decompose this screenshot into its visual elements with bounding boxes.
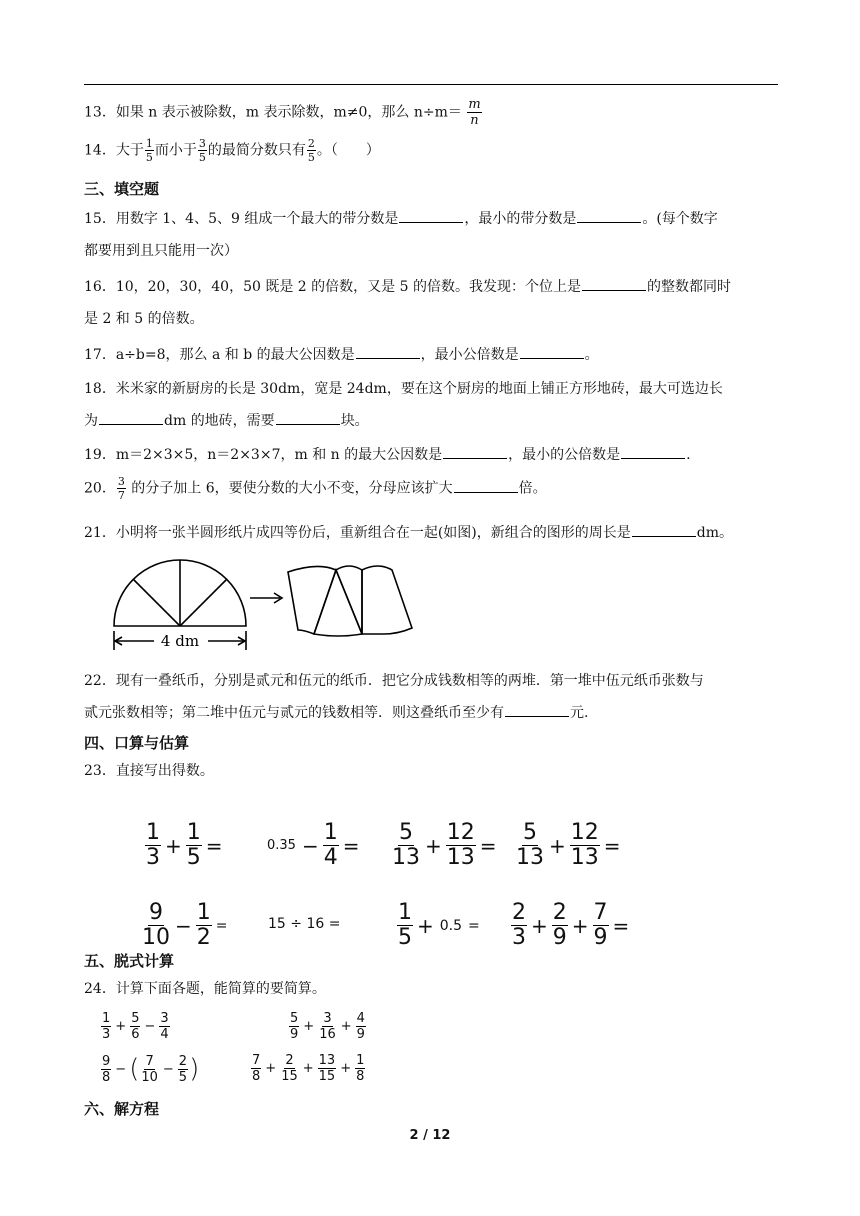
semicircle-figure <box>108 548 438 658</box>
answer-blank[interactable] <box>276 410 340 425</box>
question-18-line2: 为 dm 的地砖，需要 块。 <box>84 410 369 430</box>
calc-item: 0.35 − $\frac{1}{4}$ = <box>267 820 360 870</box>
question-19: 19．m＝2×3×5，n＝2×3×7，m 和 n 的最大公因数是 ，最小的公倍数是 . <box>84 444 691 464</box>
radius-line <box>133 579 180 626</box>
sector-piece <box>314 570 362 636</box>
answer-blank[interactable] <box>582 276 646 291</box>
sector-piece <box>362 566 412 634</box>
dimension-label: 4 dm <box>160 632 200 650</box>
expression: $\frac{1}{3}$ + $\frac{5}{6}$ − $\frac{3}{4}$ <box>102 1011 169 1042</box>
answer-blank[interactable] <box>520 344 584 359</box>
question-15-line2: 都要用到且只能用一次） <box>84 243 238 259</box>
section-heading-fill-blank: 三、填空题 <box>84 180 160 198</box>
answer-blank[interactable] <box>443 444 507 459</box>
sector-piece <box>336 566 362 634</box>
section-heading-mental-math: 四、口算与估算 <box>84 734 190 752</box>
calc-item: $\frac{1}{5}$ + 0.5 = <box>398 900 480 950</box>
answer-blank[interactable] <box>356 344 420 359</box>
fraction: $\frac{2}{5}$ <box>307 137 315 164</box>
expression: $\frac{9}{8}$ − ( $\frac{7}{10}$ − $\frac{2}{5}$ ) <box>102 1053 200 1085</box>
calc-item: $\frac{9}{10}$ − $\frac{1}{2}$ = <box>142 900 228 950</box>
section-heading-equations: 六、解方程 <box>84 1100 160 1118</box>
fraction: $\frac{1}{5}$ <box>145 137 153 164</box>
question-18-line1: 18．米米家的新厨房的长是 30dm，宽是 24dm，要在这个厨房的地面上铺正方形地砖，最大可选边长 <box>84 381 723 397</box>
answer-blank[interactable] <box>505 702 569 717</box>
question-20: 20． $\frac{3}{7}$ 的分子加上 6，要使分数的大小不变，分母应该扩大 倍。 <box>84 475 547 502</box>
calc-item: $\frac{2}{3}$ + $\frac{2}{9}$ + $\frac{7}{9}$ = <box>512 900 630 950</box>
section-heading-step-calc: 五、脱式计算 <box>84 952 175 970</box>
answer-blank[interactable] <box>632 522 696 537</box>
question-22-line2: 贰元张数相等；第二堆中伍元与贰元的钱数相等．则这叠纸币至少有 元. <box>84 702 588 722</box>
answer-blank[interactable] <box>454 478 518 493</box>
question-14: 14．大于 $\frac{1}{5}$ 而小于 $\frac{3}{5}$ 的最简分数只有 $\frac{2}{5}$ 。（ ） <box>84 137 380 164</box>
header-rule <box>84 84 778 85</box>
calc-item: $\frac{1}{3}$ + $\frac{1}{5}$ = <box>146 820 223 870</box>
question-16-line2: 是 2 和 5 的倍数。 <box>84 311 204 327</box>
answer-blank[interactable] <box>99 410 163 425</box>
question-13: 13．如果 n 表示被除数，m 表示除数，m≠0，那么 n÷m＝ $\frac{m}{n}$ <box>84 97 481 128</box>
calc-item: 15 ÷ 16 = <box>268 916 341 932</box>
calc-item: $\frac{5}{13}$ + $\frac{12}{13}$ = <box>392 820 497 870</box>
expression: $\frac{7}{8}$ + $\frac{2}{15}$ + $\frac{13}{15}$ + $\frac{1}{8}$ <box>252 1053 365 1084</box>
question-23: 23．直接写出得数。 <box>84 763 214 779</box>
answer-blank[interactable] <box>621 444 685 459</box>
question-24: 24．计算下面各题，能简算的要简算。 <box>84 981 326 997</box>
question-17: 17．a÷b=8，那么 a 和 b 的最大公因数是 ，最小公倍数是 。 <box>84 344 599 364</box>
question-21: 21．小明将一张半圆形纸片成四等份后，重新组合在一起(如图)，新组合的图形的周长是 dm。 <box>84 522 733 542</box>
expression: $\frac{5}{9}$ + $\frac{3}{16}$ + $\frac{4}{9}$ <box>290 1011 365 1042</box>
question-16-line1: 16．10，20，30，40，50 既是 2 的倍数，又是 5 的倍数。我发现：个位上是 的整数都同时 <box>84 276 731 296</box>
calc-item: $\frac{5}{13}$ + $\frac{12}{13}$ = <box>516 820 621 870</box>
page-number: 2 / 12 <box>409 1128 451 1143</box>
question-22-line1: 22．现有一叠纸币，分别是贰元和伍元的纸币．把它分成钱数相等的两堆．第一堆中伍元纸币张数与 <box>84 673 704 689</box>
fraction-m-over-n: $\frac{m}{n}$ <box>468 97 481 128</box>
answer-blank[interactable] <box>577 208 641 223</box>
fraction-3-7: $\frac{3}{7}$ <box>117 475 125 502</box>
sector-piece <box>288 566 336 634</box>
question-15-line1: 15．用数字 1、4、5、9 组成一个最大的带分数是 ，最小的带分数是 。(每个数字 <box>84 208 718 228</box>
answer-blank[interactable] <box>399 208 463 223</box>
fraction: $\frac{3}{5}$ <box>198 137 206 164</box>
radius-line <box>180 579 227 626</box>
